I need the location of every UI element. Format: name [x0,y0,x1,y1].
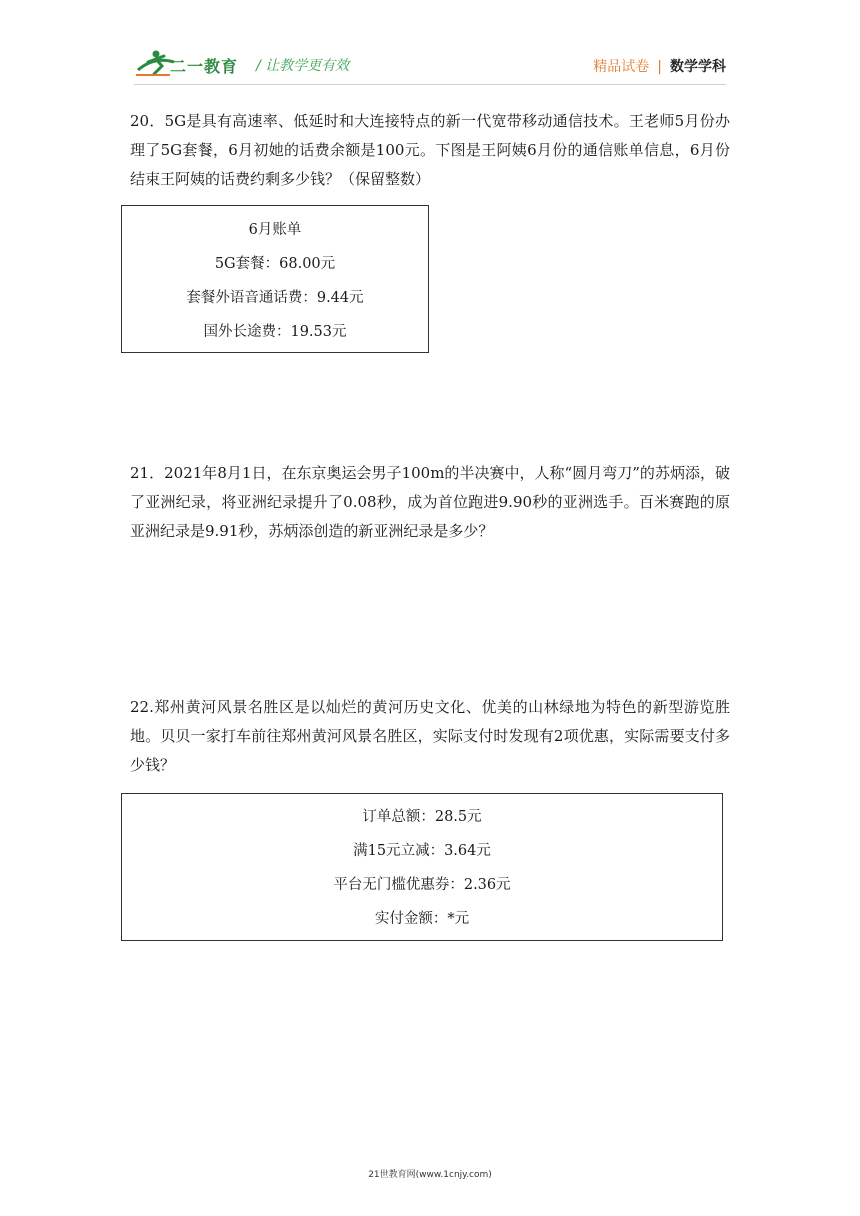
payment-line: 订单总额：28.5元 [362,809,482,825]
bill-title: 6月账单 [248,222,302,238]
question-text: 5G是具有高速率、低延时和大连接特点的新一代宽带移动通信技术。王老师5月份办理了5G套餐，6月初她的话费余额是100元。下图是王阿姨6月份的通信账单信息，6月份结束王阿姨的话费约剩多少钱？（保留整数） [130,112,730,188]
question-number: 20． [130,112,165,130]
bill-line: 5G套餐：68.00元 [214,256,336,272]
page-footer: 21世教育网(www.1cnjy.com) [368,1170,492,1180]
question-22 [130,693,730,780]
question-number: 21． [130,464,165,482]
payment-line: 实付金额：*元 [374,911,470,927]
page-header [0,0,860,90]
payment-line: 满15元立减：3.64元 [353,843,491,859]
tag-separator: | [657,59,662,75]
question-20 [130,107,730,194]
brand-slogan: / 让教学更有效 [256,58,350,74]
brand-name: 二一教育 [170,57,239,76]
tag-premium: 精品试卷 [593,59,650,75]
question-text: 2021年8月1日，在东京奥运会男子100m的半决赛中，人称“圆月弯刀”的苏炳添，破了亚洲纪录，将亚洲纪录提升了0.08秒，成为首位跑进9.90秒的亚洲选手。百米赛跑的原亚洲纪录是9.91秒，苏炳添创造的新亚洲纪录是多少？ [130,464,730,540]
payment-box [121,793,723,941]
question-21 [130,459,730,546]
question-text: 郑州黄河风景名胜区是以灿烂的黄河历史文化、优美的山林绿地为特色的新型游览胜地。贝贝一家打车前往郑州黄河风景名胜区，实际支付时发现有2项优惠，实际需要支付多少钱？ [130,698,730,774]
header-tags [593,56,726,76]
header-divider [134,84,726,85]
bill-line: 套餐外语音通话费：9.44元 [186,290,364,306]
question-number: 22. [130,698,154,716]
bill-box [121,205,429,353]
tag-subject: 数学学科 [670,59,726,75]
payment-line: 平台无门槛优惠券：2.36元 [333,877,511,893]
bill-line: 国外长途费：19.53元 [203,324,347,340]
